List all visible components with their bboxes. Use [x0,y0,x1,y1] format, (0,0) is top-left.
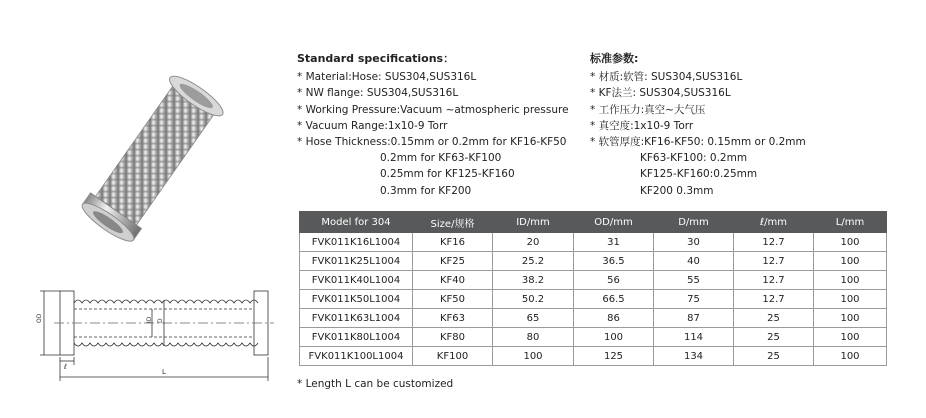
table-cell: 114 [654,328,734,347]
table-cell: 125 [574,347,654,366]
table-cell: 100 [574,328,654,347]
spec-line: * Working Pressure:Vacuum ~atmospheric pressure [297,103,569,116]
table-cell: 134 [654,347,734,366]
table-row [300,271,887,290]
table-cell: 65 [493,309,574,328]
column-header: OD/mm [574,212,654,233]
table-cell: 25 [734,347,814,366]
column-header: Model for 304 [300,212,413,233]
table-cell: 12.7 [734,233,814,252]
table-cell: 100 [814,252,887,271]
model-table [299,211,887,366]
column-header: ℓ/mm [734,212,814,233]
od-label: OD [36,313,43,323]
table-header-row [300,212,887,233]
table-cell: 25 [734,328,814,347]
table-row [300,328,887,347]
specs-english-title: Standard specifications： [297,52,455,65]
column-header: Size/规格 [413,212,493,233]
spec-line: * 材质:软管: SUS304,SUS316L [590,71,743,84]
table-row [300,290,887,309]
specs-chinese-title: 标准参数: [590,52,639,65]
table-cell: 50.2 [493,290,574,309]
spec-continuation: KF63-KF100: 0.2mm [640,152,748,165]
table-cell: 12.7 [734,271,814,290]
len-total-label: L [162,368,166,376]
specs-chinese [590,51,806,199]
table-cell: KF50 [413,290,493,309]
specs-english [297,51,569,199]
column-header: ID/mm [493,212,574,233]
spec-continuation: 0.25mm for KF125-KF160 [380,168,515,181]
table-cell: FVK011K50L1004 [300,290,413,309]
table-cell: 40 [654,252,734,271]
column-header: L/mm [814,212,887,233]
spec-continuation: 0.2mm for KF63-KF100 [380,152,502,165]
spec-continuation: KF200 0.3mm [640,184,714,197]
spec-line: * 真空度:1x10-9 Torr [590,119,694,132]
table-cell: 31 [574,233,654,252]
table-cell: 100 [814,233,887,252]
len-small-label: ℓ [64,363,67,371]
table-cell: FVK011K63L1004 [300,309,413,328]
table-cell: 38.2 [493,271,574,290]
table-cell: 56 [574,271,654,290]
table-cell: 86 [574,309,654,328]
d-label: D [157,318,164,323]
table-cell: KF63 [413,309,493,328]
table-cell: 12.7 [734,252,814,271]
customization-note: * Length L can be customized [297,378,454,390]
table-cell: FVK011K40L1004 [300,271,413,290]
table-cell: 30 [654,233,734,252]
spec-line: * KF法兰: SUS304,SUS316L [590,87,731,100]
table-cell: 66.5 [574,290,654,309]
table-cell: 25.2 [493,252,574,271]
table-cell: 12.7 [734,290,814,309]
table-row [300,252,887,271]
table-cell: 100 [814,309,887,328]
table-cell: 100 [814,271,887,290]
spec-continuation: KF125-KF160:0.25mm [640,168,758,181]
column-header: D/mm [654,212,734,233]
spec-line: * 工作压力:真空~大气压 [590,103,706,116]
table-cell: 87 [654,309,734,328]
product-photo [60,55,250,259]
table-cell: FVK011K25L1004 [300,252,413,271]
table-cell: KF100 [413,347,493,366]
table-cell: FVK011K80L1004 [300,328,413,347]
spec-line: * 软管厚度:KF16-KF50: 0.15mm or 0.2mm [590,136,806,149]
table-cell: FVK011K100L1004 [300,347,413,366]
table-cell: KF25 [413,252,493,271]
technical-drawing [28,273,288,392]
table-cell: KF80 [413,328,493,347]
spec-line: * Hose Thickness:0.15mm or 0.2mm for KF16-KF50 [297,136,567,149]
table-cell: 100 [814,290,887,309]
table-cell: 25 [734,309,814,328]
spec-line: * Material:Hose: SUS304,SUS316L [297,71,477,84]
table-cell: KF40 [413,271,493,290]
spec-continuation: 0.3mm for KF200 [380,184,472,197]
table-cell: 75 [654,290,734,309]
table-row [300,347,887,366]
table-row [300,233,887,252]
table-cell: 100 [814,328,887,347]
table-cell: KF16 [413,233,493,252]
table-cell: FVK011K16L1004 [300,233,413,252]
table-cell: 80 [493,328,574,347]
table-cell: 36.5 [574,252,654,271]
spec-line: * Vacuum Range:1x10-9 Torr [297,119,448,132]
spec-line: * NW flange: SUS304,SUS316L [297,87,459,100]
table-cell: 55 [654,271,734,290]
table-cell: 100 [493,347,574,366]
id-label: ID [146,316,153,323]
table-row [300,309,887,328]
table-cell: 100 [814,347,887,366]
table-cell: 20 [493,233,574,252]
